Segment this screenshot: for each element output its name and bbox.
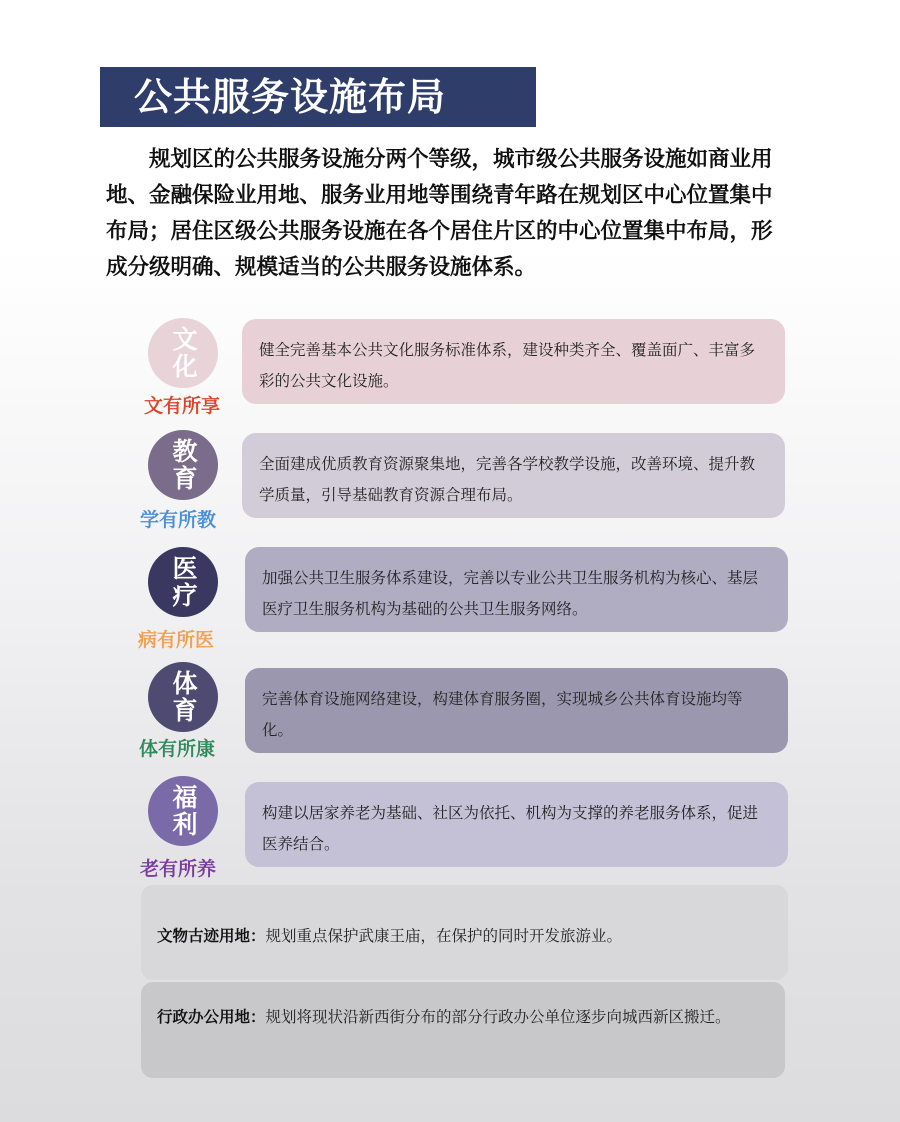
culture-tagline: 文有所享 (144, 395, 221, 417)
admin-land-box (141, 982, 785, 1078)
admin-land-label: 行政办公用地： (157, 1008, 266, 1026)
admin-land-text: 规划将现状沿新西街分布的部分行政办公单位逐步向城西新区搬迁。 (265, 1008, 731, 1026)
heritage-land-text: 规划重点保护武康王庙，在保护的同时开发旅游业。 (265, 927, 623, 945)
section-title: 公共服务设施布局 (100, 67, 536, 127)
sports-card: 完善体育设施网络建设，构建体育服务圈，实现城乡公共体育设施均等化。 (245, 668, 788, 753)
sports-badge: 体育 (148, 662, 218, 732)
education-badge: 教育 (148, 430, 218, 500)
welfare-card: 构建以居家养老为基础、社区为依托、机构为支撑的养老服务体系，促进医养结合。 (245, 782, 788, 867)
medical-badge: 医疗 (148, 547, 218, 617)
welfare-tagline: 老有所养 (140, 858, 217, 880)
heritage-land-label: 文物古迹用地： (157, 927, 266, 945)
education-card: 全面建成优质教育资源聚集地，完善各学校教学设施，改善环境、提升教学质量，引导基础教育资源合理布局。 (242, 433, 785, 518)
culture-badge: 文化 (148, 318, 218, 388)
heritage-land-box (141, 885, 788, 980)
education-tagline: 学有所教 (140, 509, 217, 531)
sports-tagline: 体有所康 (139, 738, 216, 760)
medical-tagline: 病有所医 (138, 629, 215, 651)
intro-paragraph: 规划区的公共服务设施分两个等级，城市级公共服务设施如商业用地、金融保险业用地、服务业用地等围绕青年路在规划区中心位置集中布局；居住区级公共服务设施在各个居住片区的中心位置集中布局，形成分级明确、规模适当的公共服务设施体系。 (106, 147, 773, 280)
medical-card: 加强公共卫生服务体系建设，完善以专业公共卫生服务机构为核心、基层医疗卫生服务机构为基础的公共卫生服务网络。 (245, 547, 788, 632)
welfare-badge: 福利 (148, 776, 218, 846)
culture-card: 健全完善基本公共文化服务标准体系，建设种类齐全、覆盖面广、丰富多彩的公共文化设施。 (242, 319, 785, 404)
